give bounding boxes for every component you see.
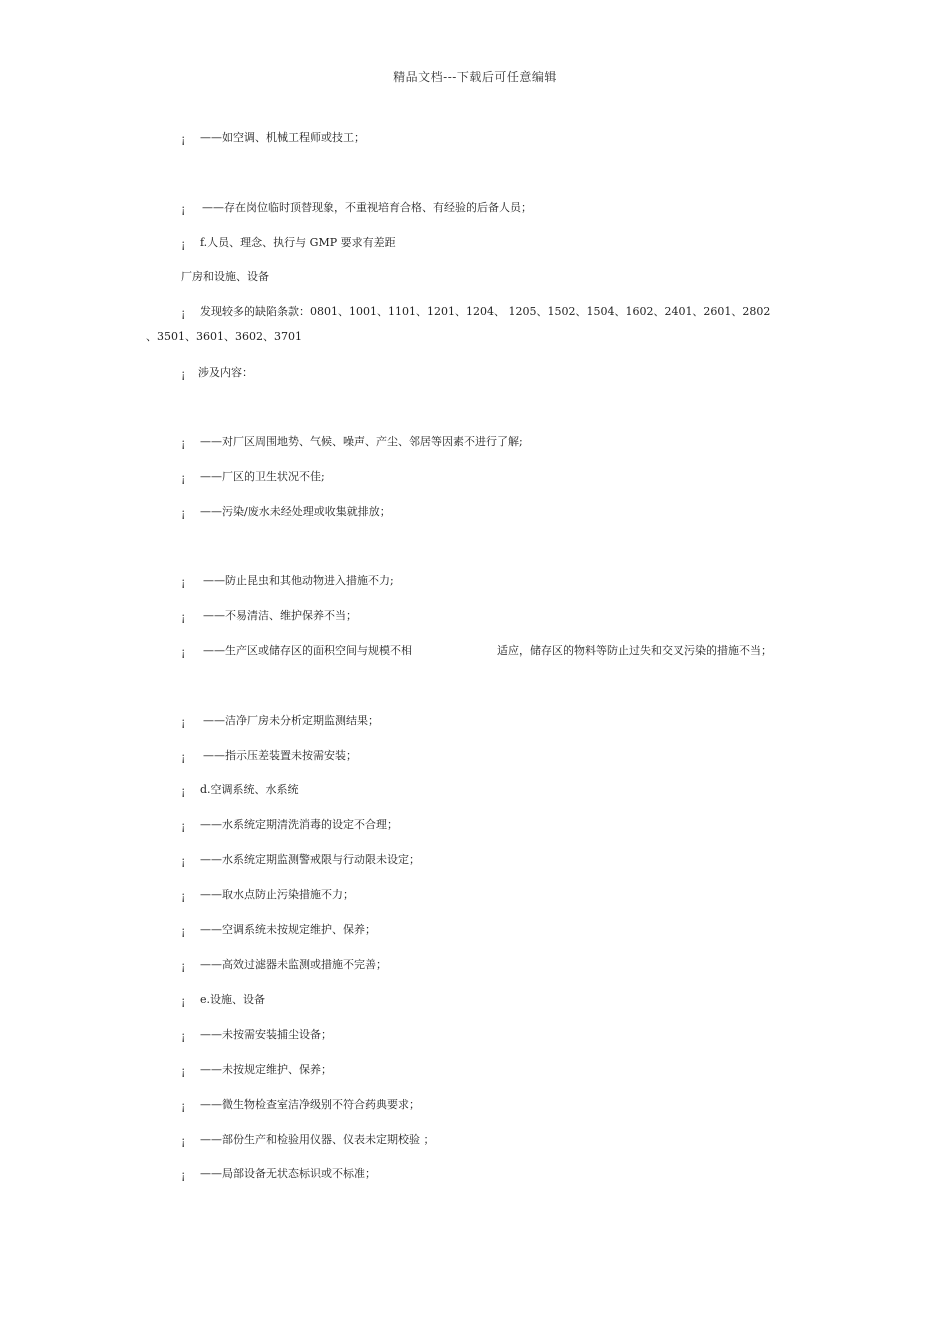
text-line: ——微生物检查室洁净级别不符合药典要求；	[200, 1098, 420, 1111]
text-line: 适应，储存区的物料等防止过失和交叉污染的措施不当；	[497, 644, 772, 657]
bullet-icon: ¡	[181, 785, 186, 798]
text-line: ——防止昆虫和其他动物进入措施不力;	[203, 574, 394, 587]
text-line: d.空调系统、水系统	[200, 783, 299, 796]
text-line: ——指示压差装置未按需安装；	[203, 749, 357, 762]
text-line: ——不易清洁、维护保养不当；	[203, 609, 357, 622]
bullet-icon: ¡	[181, 1169, 186, 1182]
text-line: ——取水点防止污染措施不力；	[200, 888, 354, 901]
bullet-icon: ¡	[181, 1065, 186, 1078]
text-line: f.人员、理念、执行与 GMP 要求有差距	[200, 236, 396, 249]
bullet-icon: ¡	[181, 611, 186, 624]
bullet-icon: ¡	[181, 646, 186, 659]
text-line: ——未按规定维护、保养；	[200, 1063, 332, 1076]
text-line: ——高效过滤器未监测或措施不完善；	[200, 958, 387, 971]
text-line: ——空调系统未按规定维护、保养；	[200, 923, 376, 936]
text-line: 厂房和设施、设备	[181, 270, 269, 283]
text-line: ——水系统定期监测警戒限与行动限未设定；	[200, 853, 420, 866]
text-line: ——生产区或储存区的面积空间与规模不相	[203, 644, 412, 657]
bullet-icon: ¡	[181, 995, 186, 1008]
text-line: ——厂区的卫生状况不佳;	[200, 470, 325, 483]
bullet-icon: ¡	[181, 507, 186, 520]
text-line: 、3501、3601、3602、3701	[146, 330, 302, 343]
text-line: 涉及内容：	[198, 366, 253, 379]
text-line: ——污染/废水未经处理或收集就排放；	[200, 505, 391, 518]
bullet-icon: ¡	[181, 307, 186, 320]
text-line: ——存在岗位临时顶替现象，不重视培育合格、有经验的后备人员；	[202, 201, 532, 214]
bullet-icon: ¡	[181, 472, 186, 485]
text-line: e.设施、设备	[200, 993, 266, 1006]
text-line: ——局部设备无状态标识或不标准；	[200, 1167, 376, 1180]
bullet-icon: ¡	[181, 133, 186, 146]
bullet-icon: ¡	[181, 890, 186, 903]
bullet-icon: ¡	[181, 855, 186, 868]
text-line: ——未按需安装捕尘设备；	[200, 1028, 332, 1041]
bullet-icon: ¡	[181, 437, 186, 450]
bullet-icon: ¡	[181, 751, 186, 764]
bullet-icon: ¡	[181, 1030, 186, 1043]
text-line: ——部份生产和检验用仪器、仪表未定期校验 ；	[200, 1133, 435, 1146]
text-line: 发现较多的缺陷条款：0801、1001、1101、1201、1204、 1205、1502、1504、1602、2401、2601、2802	[200, 305, 771, 318]
bullet-icon: ¡	[181, 576, 186, 589]
text-line: ——对厂区周围地势、气候、噪声、产尘、邻居等因素不进行了解;	[200, 435, 523, 448]
bullet-icon: ¡	[181, 1135, 186, 1148]
text-line: ——如空调、机械工程师或技工；	[200, 131, 365, 144]
bullet-icon: ¡	[181, 925, 186, 938]
bullet-icon: ¡	[181, 368, 186, 381]
page-header: 精品文档---下载后可任意编辑	[393, 70, 557, 84]
bullet-icon: ¡	[181, 716, 186, 729]
bullet-icon: ¡	[181, 820, 186, 833]
bullet-icon: ¡	[181, 960, 186, 973]
bullet-icon: ¡	[181, 203, 186, 216]
bullet-icon: ¡	[181, 238, 186, 251]
bullet-icon: ¡	[181, 1100, 186, 1113]
text-line: ——水系统定期清洗消毒的设定不合理；	[200, 818, 398, 831]
text-line: ——洁净厂房未分析定期监测结果；	[203, 714, 379, 727]
